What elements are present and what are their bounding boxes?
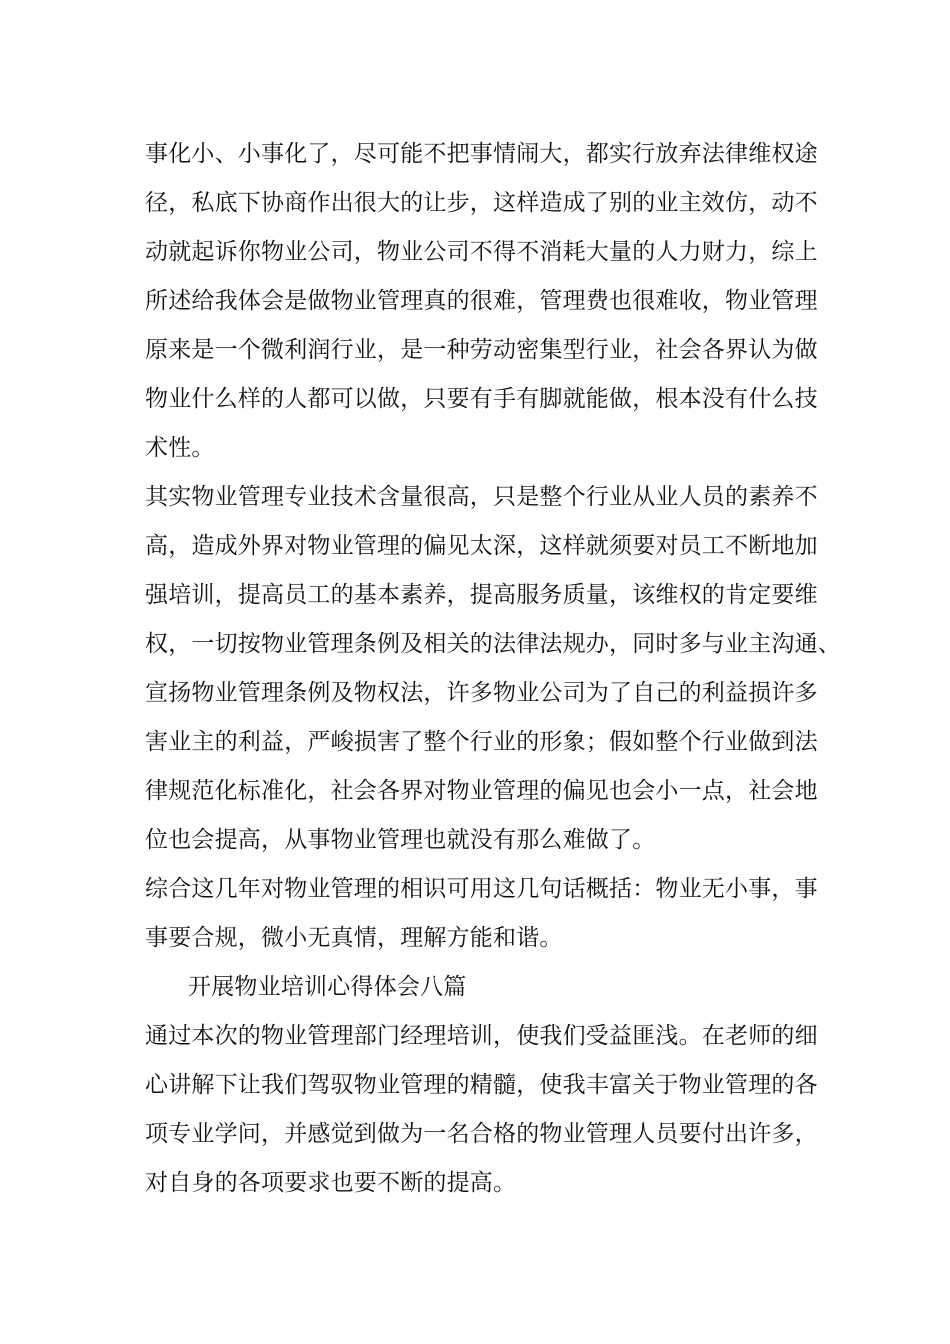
section-heading: 开展物业培训心得体会八篇 xyxy=(188,974,467,1000)
text-line: 其实物业管理专业技术含量很高，只是整个行业从业人员的素养不 xyxy=(145,484,818,510)
text-line: 心讲解下让我们驾驭物业管理的精髓，使我丰富关于物业管理的各 xyxy=(145,1072,818,1098)
text-line: 项专业学问，并感觉到做为一名合格的物业管理人员要付出许多， xyxy=(145,1121,818,1147)
text-line: 律规范化标准化，社会各界对物业管理的偏见也会小一点，社会地 xyxy=(145,778,818,804)
text-line: 事要合规，微小无真情，理解方能和谐。 xyxy=(145,925,563,951)
text-line: 权，一切按物业管理条例及相关的法律法规办，同时多与业主沟通、 xyxy=(145,631,841,657)
text-line: 物业什么样的人都可以做，只要有手有脚就能做，根本没有什么技 xyxy=(145,386,818,412)
text-line: 所述给我体会是做物业管理真的很难，管理费也很难收，物业管理 xyxy=(145,288,818,314)
text-line: 通过本次的物业管理部门经理培训，使我们受益匪浅。在老师的细 xyxy=(145,1023,818,1049)
text-line: 事化小、小事化了，尽可能不把事情闹大，都实行放弃法律维权途 xyxy=(145,141,818,167)
text-line: 强培训，提高员工的基本素养，提高服务质量，该维权的肯定要维 xyxy=(145,582,818,608)
text-line: 高，造成外界对物业管理的偏见太深，这样就须要对员工不断地加 xyxy=(145,533,818,559)
text-line: 害业主的利益，严峻损害了整个行业的形象；假如整个行业做到法 xyxy=(145,729,818,755)
text-line: 对自身的各项要求也要不断的提高。 xyxy=(145,1170,517,1196)
text-line: 位也会提高，从事物业管理也就没有那么难做了。 xyxy=(145,827,656,853)
text-line: 综合这几年对物业管理的相识可用这几句话概括：物业无小事，事 xyxy=(145,876,818,902)
text-line: 原来是一个微利润行业，是一种劳动密集型行业，社会各界认为做 xyxy=(145,337,818,363)
text-line: 径，私底下协商作出很大的让步，这样造成了别的业主效仿，动不 xyxy=(145,190,818,216)
text-line: 宣扬物业管理条例及物权法，许多物业公司为了自己的利益损许多 xyxy=(145,680,818,706)
text-line: 术性。 xyxy=(145,435,215,461)
text-line: 动就起诉你物业公司，物业公司不得不消耗大量的人力财力，综上 xyxy=(145,239,818,265)
